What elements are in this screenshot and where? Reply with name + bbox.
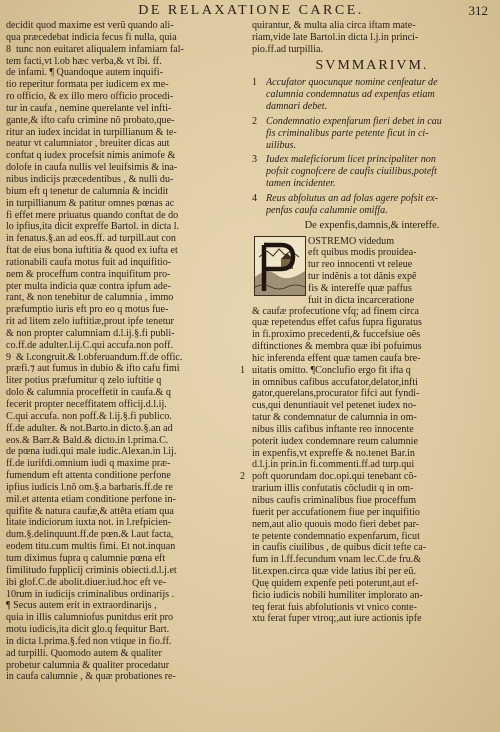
summarium-list bbox=[252, 77, 492, 216]
text-line-content: tatur & condemnatur de calumnia in om- bbox=[252, 412, 417, 424]
text-line-content: ficio iudicis nobili humiliter implorato an- bbox=[252, 589, 423, 601]
text-line bbox=[6, 553, 244, 565]
text-line-content: bium eft q tenetur de calumnia & incidit bbox=[6, 185, 169, 197]
summarium-number: 2 bbox=[252, 115, 258, 127]
text-line bbox=[6, 257, 244, 269]
text-line bbox=[252, 483, 492, 495]
text-line-content: ftat de eius bona iuftitia & quod ex iufta et bbox=[6, 245, 178, 257]
text-line-content: tur in caufa , nemine querelante vel infti- bbox=[6, 102, 172, 114]
text-line-content: probetur calumnia & qualiter procedatur bbox=[6, 659, 170, 671]
text-line bbox=[252, 412, 492, 424]
text-line-content: rit ad litem zelo iuftitiæ,prout ipfe tenetur bbox=[6, 316, 174, 328]
text-line-content: pter multa indicia quæ contra ipfum ade- bbox=[6, 280, 171, 292]
summarium-item bbox=[252, 116, 492, 152]
text-line bbox=[252, 400, 492, 412]
text-line-content: fumendum eft attenta conditione perfone bbox=[6, 470, 171, 482]
text-line-content: trarium illis confutatis cõcludit q in om- bbox=[252, 483, 414, 495]
text-line-content: fum in l.ff.fecundum vnam lec.C.de fru.& bbox=[252, 554, 422, 566]
text-line-content: nibus caufis criminalibus fiue proceffum bbox=[252, 495, 417, 506]
text-line-content: in dicta l.prima.§.fed non vtique in fio.ff. bbox=[6, 635, 172, 647]
text-line-content: C.qui accufa. non poff.& l.ij.§.fi publico. bbox=[6, 410, 172, 422]
text-line-content: gator,querelans,procurator fifci aut fyndi- bbox=[252, 388, 420, 400]
text-line bbox=[252, 341, 492, 353]
text-line-content: præfi.⁊ aut fumus in dubio & ifto cafu fimi bbox=[6, 363, 180, 375]
text-line bbox=[6, 494, 244, 506]
text-line-content: tio reperitur formata per iudicem ex me- bbox=[6, 79, 169, 91]
text-line: OSTREMO videdum bbox=[308, 235, 395, 247]
text-line bbox=[6, 340, 244, 352]
text-line bbox=[6, 411, 244, 423]
text-line bbox=[6, 624, 244, 636]
text-line bbox=[6, 660, 244, 672]
text-line bbox=[6, 387, 244, 399]
text-line bbox=[6, 636, 244, 648]
text-line bbox=[252, 578, 492, 590]
text-line-content: dolo & calumnia proceffetit in caufa.& q bbox=[6, 387, 171, 399]
text-line-content: rum in iudicijs criminalibus ordinarijs . bbox=[16, 588, 175, 600]
text-line bbox=[6, 470, 244, 482]
section-heading: De expenfis,damnis,& intereffe. bbox=[304, 219, 440, 231]
text-line-content: qua præcedebat indicia fecus fi nulla, quia bbox=[6, 31, 177, 43]
text-line bbox=[6, 565, 244, 577]
text-line-content: poft quorundam doc.opi.qui tenebant cõ- bbox=[252, 471, 417, 483]
text-line-content: diftinctiones & membra quæ ibi pofuimus bbox=[252, 341, 422, 353]
text-line-content: liter potius præfumitur q zelo iuftitie q bbox=[6, 375, 162, 387]
text-line-content: rant, & non tenebitur de calumnia , immo bbox=[6, 292, 174, 304]
text-line bbox=[6, 162, 244, 174]
text-line bbox=[240, 364, 492, 377]
text-line bbox=[252, 507, 492, 519]
margin-number: 9 bbox=[6, 351, 12, 363]
text-line-content: ritur an iudex incidat in turpillianum & te- bbox=[6, 126, 177, 138]
text-line-content: ¶ Secus autem erit in extraordinarijs , bbox=[6, 600, 157, 612]
text-line bbox=[6, 103, 244, 115]
text-line bbox=[252, 353, 492, 365]
text-line-content: in fi.proximo precedenti,& fuccefsiue oẽs bbox=[252, 329, 421, 341]
text-line bbox=[6, 304, 244, 316]
text-line-content: co.ff.de adulter.l.ij.C.qui accufa.non poff. bbox=[6, 339, 173, 351]
text-line bbox=[252, 306, 492, 318]
running-head: DE RELAXATIONE CARCE. bbox=[138, 3, 364, 18]
text-line-content: ff.de iurifdi.omnium iudi q maxime præ- bbox=[6, 458, 171, 470]
text-line bbox=[252, 566, 492, 578]
text-line-content: Quę quidem expenfe peti poterunt,aut ef- bbox=[252, 577, 419, 589]
summarium-number: 4 bbox=[252, 192, 258, 204]
text-line: tur reo innocenti vt releue bbox=[308, 259, 413, 271]
text-line bbox=[6, 210, 244, 222]
text-line bbox=[252, 495, 492, 507]
text-line-content: ff.de adulter. & not.Barto.in dicto.§.an ad bbox=[6, 422, 173, 434]
text-line-content: quia in illis calumniofus punitdus erit pro bbox=[6, 612, 174, 624]
text-line-content: fimilitudo fupplicij criminis obiecti.d.l.j.et bbox=[6, 564, 177, 576]
right-intro bbox=[252, 20, 492, 56]
text-line-content: & non propter calumniam d.l.ij.§.fi publi- bbox=[6, 327, 175, 339]
text-line bbox=[252, 459, 492, 471]
text-line bbox=[6, 20, 244, 32]
text-line bbox=[6, 363, 244, 375]
summarium-line: penfas caufa calumnie omiffa. bbox=[266, 204, 388, 216]
text-line-content: cus,qui denuntiauit vel petenet iudex no- bbox=[252, 400, 417, 412]
summarium-line: Iudex maleficiorum licet principaliter non bbox=[266, 154, 436, 166]
summarium-line: fis criminalibus parte petente ficut in ci- bbox=[266, 127, 429, 139]
decorated-initial-p bbox=[254, 236, 306, 296]
text-line-content: in fenatus.§.an ad eos.ff. ad turpill.aut con bbox=[6, 233, 176, 245]
text-line-content: decidit quod maxime est verũ quando ali- bbox=[6, 20, 174, 31]
text-line bbox=[6, 186, 244, 198]
text-line-content: tunc non euitaret aliqualem infamiam fal- bbox=[16, 43, 184, 55]
text-line-content: xtu ferat fuper vtroq;,aut iure actionis ipfe bbox=[252, 613, 422, 625]
text-line bbox=[6, 529, 244, 541]
text-line-content: in caufa calumnie , & quæ probationes re- bbox=[6, 671, 176, 683]
margin-number: 1 bbox=[240, 364, 246, 376]
text-line bbox=[6, 577, 244, 589]
woodcut-initial-icon bbox=[255, 237, 305, 295]
text-line bbox=[252, 613, 492, 625]
text-line-content: gante,& ifto cafu crimine nõ probato,que- bbox=[6, 114, 175, 126]
text-line bbox=[6, 506, 244, 518]
text-line-content: & l.congruit.& l.obferuandum.ff.de offic. bbox=[16, 351, 183, 363]
summarium-line: Reus abfolutus an ad folas agere pofsit ex- bbox=[266, 192, 439, 204]
text-line bbox=[6, 91, 244, 103]
text-line-content: dolofe in caufa nullis vel leuifsimis & ina- bbox=[6, 162, 178, 174]
text-line bbox=[252, 531, 492, 543]
text-line bbox=[252, 590, 492, 602]
text-line bbox=[6, 612, 244, 624]
text-line bbox=[6, 56, 244, 68]
summarium-line: calumnia condemnatus ad expenfas etiam bbox=[266, 89, 435, 101]
folio-number: 312 bbox=[468, 3, 488, 18]
margin-number: 8 bbox=[6, 43, 12, 55]
text-line bbox=[6, 281, 244, 293]
text-line-content: quifite & natura caufæ,& attêta etiam qua bbox=[6, 505, 174, 517]
text-line-content: eos.& Barr.& Bald.& dicto.in l.prima.C. bbox=[6, 434, 169, 446]
text-line-content: in expenfis,vt expreffe & no.tenet Bar.in bbox=[252, 447, 415, 459]
text-line bbox=[252, 329, 492, 341]
text-line bbox=[6, 589, 244, 601]
text-line bbox=[6, 316, 244, 328]
text-line bbox=[6, 79, 244, 91]
text-line-content: rationabili caufa motus fuit ad inquifitio- bbox=[6, 256, 172, 268]
text-line bbox=[6, 32, 244, 44]
text-line-content: mil.et attenta etiam conditione perfone in- bbox=[6, 493, 176, 505]
text-line: pio.ff.ad turpillia. bbox=[252, 43, 324, 55]
text-line-content: nibus illis cafibus inftante reo innocente bbox=[252, 423, 414, 435]
text-line bbox=[6, 127, 244, 139]
text-line-content: nem,aut alio quouis modo fieri debet par- bbox=[252, 518, 420, 530]
text-line-content: lit.expen.circa quæ vide latius ibi per eũ. bbox=[252, 566, 416, 578]
text-line-content: nem & proceffum contra inquifitum pro- bbox=[6, 268, 171, 280]
right-column bbox=[240, 20, 492, 625]
text-line bbox=[6, 221, 244, 233]
text-line bbox=[252, 602, 492, 614]
text-line-content: uitatis omitto. ¶Conclufio ergo fit ifta q bbox=[252, 364, 411, 376]
text-line bbox=[6, 435, 244, 447]
text-line-content: poterit iudex condemnare reum calumnie bbox=[252, 435, 418, 447]
text-line-content: litate indiciorum iuxta not. in l.refpicien- bbox=[6, 517, 172, 529]
text-line-content: eodem titu.cum multis fimi. Et not.inquan bbox=[6, 541, 176, 553]
text-line bbox=[252, 542, 492, 554]
text-line-content: ro officio, & ex illo mero officio procedi- bbox=[6, 91, 174, 103]
text-line-content: lo ipfius,ita dicit expreffe Bartol. in dicta l. bbox=[6, 221, 180, 233]
text-line bbox=[6, 375, 244, 387]
text-line bbox=[240, 471, 492, 483]
summarium-line: Accufator quocunque nomine cenfeatur de bbox=[266, 77, 438, 89]
text-line bbox=[6, 671, 244, 683]
text-line bbox=[6, 423, 244, 435]
summarium-number: 1 bbox=[252, 77, 258, 89]
text-line-content: ibi glof.C.de abolit.diuer.iud.hoc eft ve- bbox=[6, 576, 167, 588]
text-line-content: de pœna iudi.qui male iudic.Alexan.in l.ij. bbox=[6, 446, 177, 458]
summarium-line: tamen incidenter. bbox=[266, 178, 336, 190]
text-line-content: in omnibus cafibus accufator,delator,infti bbox=[252, 376, 418, 388]
page-header bbox=[0, 0, 500, 22]
left-column bbox=[6, 20, 244, 683]
text-line-content: in turpillianum & patitur omnes pœnas ac bbox=[6, 197, 175, 209]
text-line-content: nibus indicijs præcedentibus , & nulli du- bbox=[6, 173, 174, 185]
text-line: fuit in dicta incarceratione bbox=[308, 294, 415, 306]
margin-number: 10 bbox=[6, 588, 17, 600]
summarium-item bbox=[252, 193, 492, 217]
right-body bbox=[240, 305, 492, 626]
text-line bbox=[6, 541, 244, 553]
text-line bbox=[6, 233, 244, 245]
text-line bbox=[6, 458, 244, 470]
text-line-content: motu iudicis,ita dicit glo.q fequitur Bart. bbox=[6, 624, 170, 636]
text-line bbox=[6, 399, 244, 411]
summarium-item bbox=[252, 77, 492, 113]
text-line bbox=[252, 424, 492, 436]
text-line bbox=[252, 377, 492, 389]
text-line: riam,vide late Bartol.in dicta l.j.in princi- bbox=[252, 31, 419, 43]
summarium-line: damnari debet. bbox=[266, 101, 328, 113]
text-line: eft quibus modis prouidea- bbox=[308, 247, 417, 259]
text-line bbox=[252, 519, 492, 531]
text-line bbox=[6, 292, 244, 304]
text-line-content: d.l.j.in prin.in fi.commenti.ff.ad turp.qui bbox=[252, 459, 415, 471]
text-line bbox=[6, 150, 244, 162]
text-line: quirantur, & multa alia circa iftam mate- bbox=[252, 20, 416, 31]
text-line bbox=[252, 448, 492, 460]
text-line bbox=[252, 554, 492, 566]
text-line bbox=[6, 115, 244, 127]
margin-number: 2 bbox=[240, 471, 246, 483]
text-line bbox=[6, 352, 244, 364]
text-line bbox=[6, 67, 244, 79]
text-line-content: ipfius iudicis l.nõ om.§.a barbaris.ff.de re bbox=[6, 481, 173, 493]
text-line: tur indẽnis a tot dãnis expẽ bbox=[308, 271, 417, 283]
text-line bbox=[6, 174, 244, 186]
text-line-content: hic inferenda effent quæ tamen caufa bre- bbox=[252, 352, 421, 364]
text-line bbox=[252, 388, 492, 400]
text-line-content: neatur vt calumniator , breuiter dicas aut bbox=[6, 138, 170, 150]
text-line-content: teq ferat fuis abfolutionis vt vnico conte- bbox=[252, 601, 417, 613]
text-line-content: tum diximus fupra q calumnie pœna eft bbox=[6, 552, 166, 564]
text-line-content: fuerit per accufationem fiue per inquifitio bbox=[252, 506, 420, 518]
text-line bbox=[252, 317, 492, 329]
text-line-content: præfumptio iuris eft pro eo q motus fue- bbox=[6, 304, 169, 316]
text-line-content: fecerit propter neceffitatem officij.d.l.ij. bbox=[6, 399, 167, 410]
text-line bbox=[6, 517, 244, 529]
text-line bbox=[6, 648, 244, 660]
text-line-content: quæ repetendus effet cafus fupra figuratus bbox=[252, 317, 422, 329]
text-line-content: fi effet mere priuatus quando conftat de do bbox=[6, 209, 179, 221]
summarium-line: uilibus. bbox=[266, 139, 297, 151]
text-line bbox=[252, 436, 492, 448]
summarium-line: pofsit cognofcere de caufis ciuilibus,poteft bbox=[266, 166, 437, 178]
text-line-content: & caufæ profecutione vfq; ad finem circa bbox=[252, 305, 420, 317]
text-line-content: tem facti,vt l.ob hæc verba,& vt ĩbi. ff. bbox=[6, 55, 162, 67]
text-line bbox=[6, 44, 244, 56]
text-line bbox=[6, 446, 244, 458]
text-line-content: de infami. ¶ Quandoque autem inquifi- bbox=[6, 67, 164, 79]
summarium-line: Condemnatio expenfarum fieri debet in cau bbox=[266, 115, 442, 127]
text-line bbox=[6, 245, 244, 257]
text-line: fis & intereffe quæ paffus bbox=[308, 282, 412, 294]
summarium-number: 3 bbox=[252, 154, 258, 166]
text-line bbox=[6, 138, 244, 150]
summarium-title: SVMMARIVM. bbox=[315, 57, 429, 73]
text-line bbox=[6, 600, 244, 612]
text-line-content: in caufis ciuilibus , de quibus dicit tefte ca- bbox=[252, 542, 427, 554]
text-line-content: te petente condemnatio expenfarum, ficut bbox=[252, 530, 420, 542]
text-line bbox=[6, 482, 244, 494]
text-line-content: conftat q iudex procefsit nimis animofe & bbox=[6, 150, 176, 162]
text-line-content: dum.§.delinquunt.ff.de pœn.& l.aut facta, bbox=[6, 529, 174, 541]
text-line bbox=[6, 269, 244, 281]
text-line bbox=[6, 328, 244, 340]
text-line bbox=[6, 198, 244, 210]
text-line-content: ad turpilli. Quomodo autem & qualiter bbox=[6, 647, 162, 659]
summarium-item bbox=[252, 154, 492, 190]
